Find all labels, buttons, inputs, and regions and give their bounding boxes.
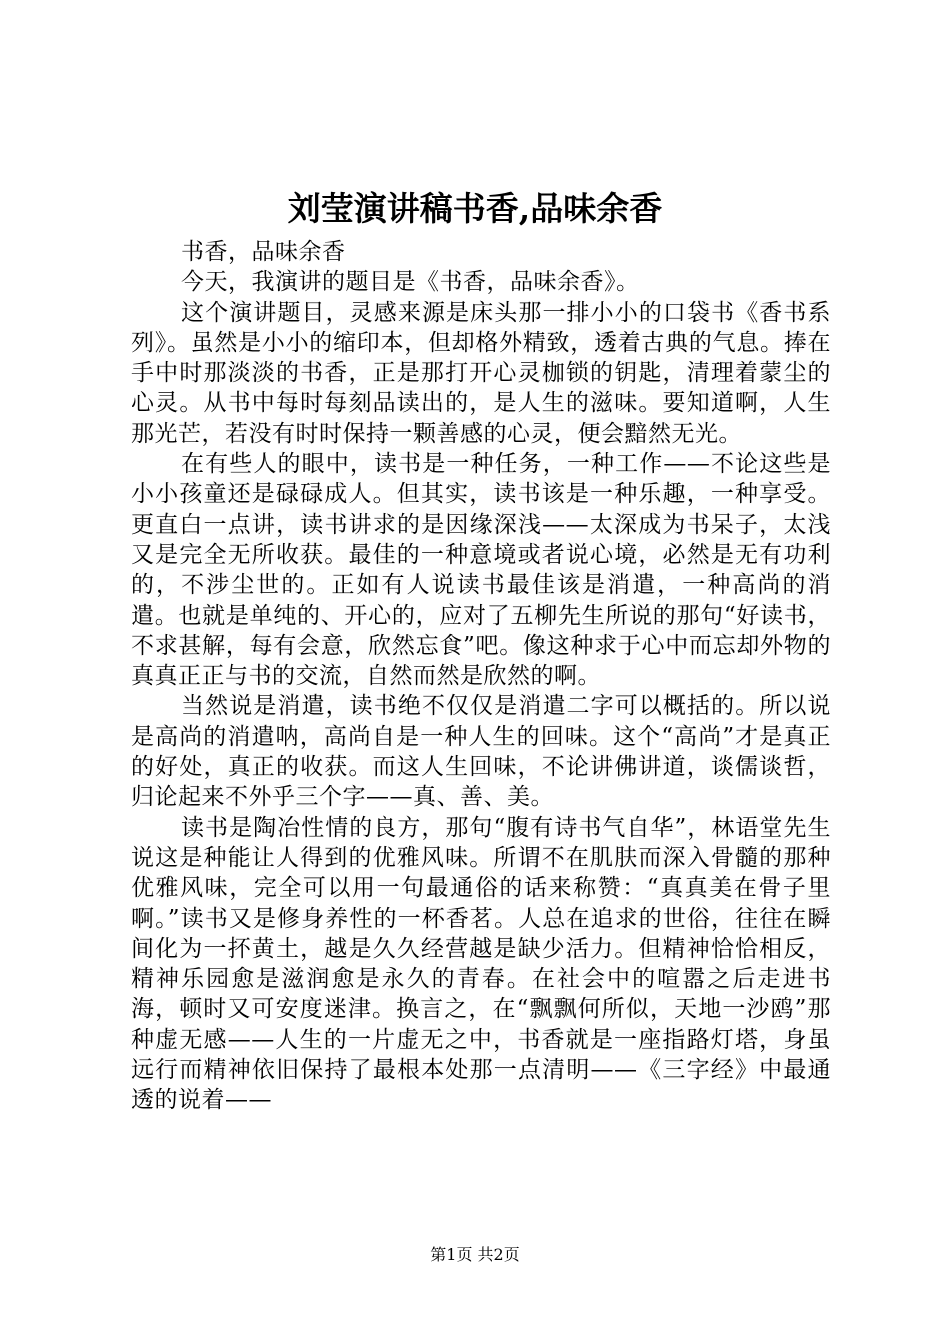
paragraph: 书香，品味余香 (181, 239, 346, 265)
document-body (131, 237, 831, 1116)
paragraph: 今天，我演讲的题目是《书香，品味余香》。 (181, 269, 640, 296)
paragraph: 在有些人的眼中，读书是一种任务，一种工作——不论这些是小小孩童还是碌碌成人。但其实，读书该是一种乐趣，一种享受。更直白一点讲，读书讲求的是因缘深浅——太深成为书呆子，太浅又是完全无所收获。最佳的一种意境或者说心境，必然是无有功利的，不涉尘世的。正如有人说读书最佳该是消遣，一种高尚的消遣。也就是单纯的、开心的，应对了五柳先生所说的那句“好读书，不求甚解，每有会意，欣然忘食”吧。像这种求于心中而忘却外物的真真正正与书的交流，自然而然是欣然的啊。 (131, 451, 831, 690)
paragraph: 这个演讲题目，灵感来源是床头那一排小小的口袋书《香书系列》。虽然是小小的缩印本，但却格外精致，透着古典的气息。捧在手中时那淡淡的书香，正是那打开心灵枷锁的钥匙，清理着蒙尘的心灵。从书中每时每刻品读出的，是人生的滋味。要知道啊，人生那光芒，若没有时时保持一颗善感的心灵，便会黯然无光。 (131, 299, 831, 447)
paragraph: 当然说是消遣，读书绝不仅仅是消遣二字可以概括的。所以说是高尚的消遣呐，高尚自是一种人生的回味。这个“高尚”才是真正的好处，真正的收获。而这人生回味，不论讲佛讲道，谈儒谈哲，归论起来不外乎三个字——真、善、美。 (131, 693, 831, 811)
document-title: 刘莹演讲稿书香,品味余香 (287, 189, 663, 228)
paragraph: 读书是陶冶性情的良方，那句“腹有诗书气自华”，林语堂先生说这是种能让人得到的优雅风味。所谓不在肌肤而深入骨髓的那种优雅风味，完全可以用一句最通俗的话来称赞：“真真美在骨子里啊。”读书又是修身养性的一杯香茗。人总在追求的世俗，往往在瞬间化为一抔黄土，越是久久经营越是缺少活力。但精神恰恰相反，精神乐园愈是滋润愈是永久的青春。在社会中的喧嚣之后走进书海，顿时又可安度迷津。换言之，在“飘飘何所似，天地一沙鸥”那种虚无感——人生的一片虚无之中，书香就是一座指路灯塔，身虽远行而精神依旧保持了最根本处那一点清明——《三字经》中最通透的说着—— (131, 814, 831, 1114)
page-footer: 第1页 共2页 (430, 1245, 520, 1264)
